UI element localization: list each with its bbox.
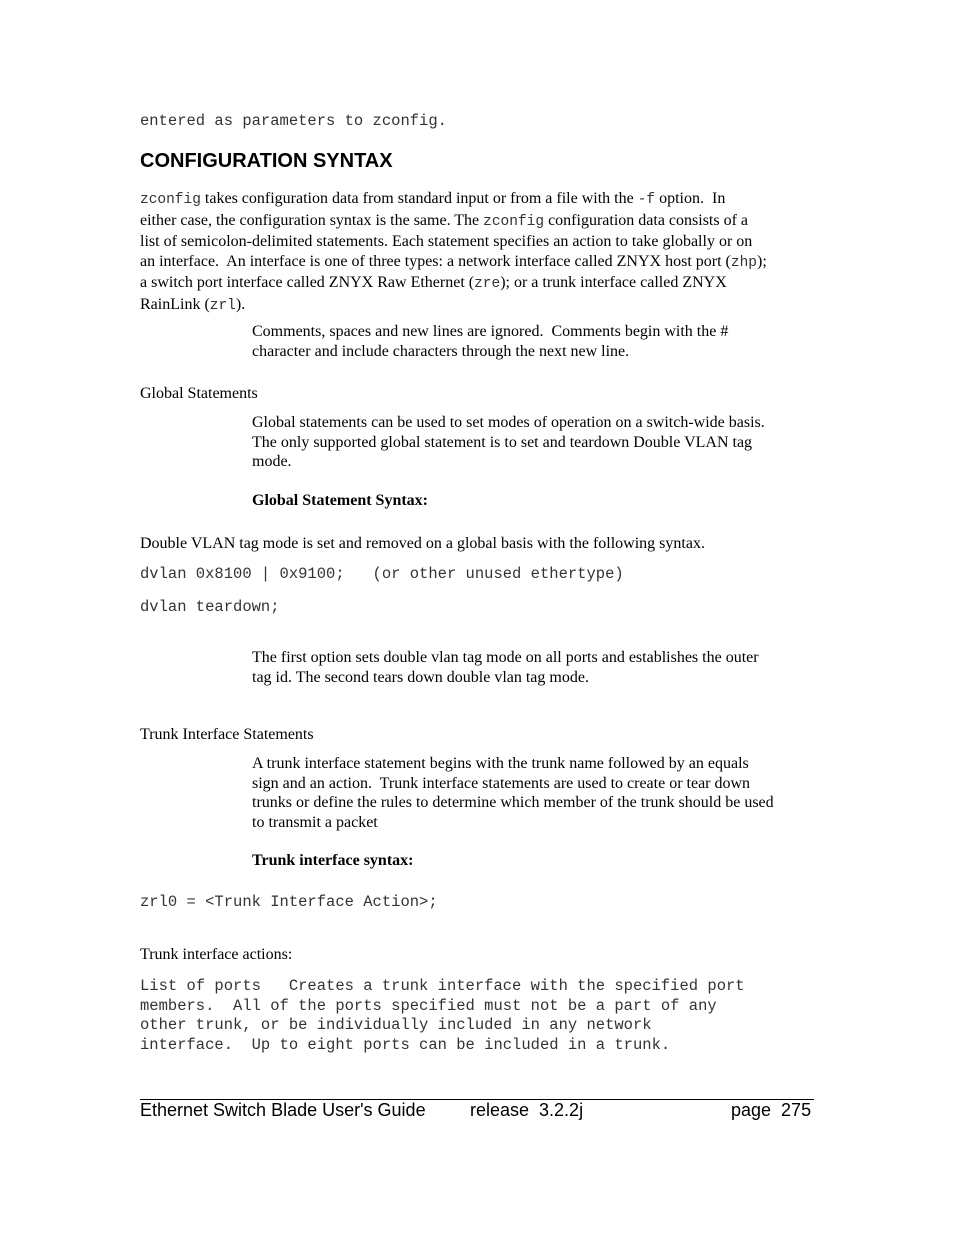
trunk-actions-label: Trunk interface actions: xyxy=(140,946,293,963)
paragraph-text: an interface. An interface is one of three types: a network interface called ZNYX host port ( xyxy=(140,252,731,270)
paragraph-line: Global statements can be used to set modes of operation on a switch-wide basis. xyxy=(252,414,765,431)
global-statements-heading: Global Statements xyxy=(140,385,258,402)
global-syntax-label: Global Statement Syntax: xyxy=(252,492,428,509)
paragraph-text: a switch port interface called ZNYX Raw Ethernet ( xyxy=(140,274,475,291)
inline-code: zconfig xyxy=(483,213,545,230)
trunk-paragraph xyxy=(252,754,774,832)
dvlan-code-line: dvlan 0x8100 | 0x9100; (or other unused ethertype) xyxy=(140,565,624,583)
paragraph-text: RainLink ( xyxy=(140,295,210,313)
section-heading: CONFIGURATION SYNTAX xyxy=(140,150,393,172)
inline-code: -f xyxy=(637,192,656,208)
paragraph-line: trunks or define the rules to determine which member of the trunk should be used xyxy=(252,794,774,811)
paragraph-text: list of semicolon-delimited statements. Each statement specifies an action to take globally or on xyxy=(140,233,753,250)
paragraph-line: mode. xyxy=(252,453,292,470)
inline-code: zre xyxy=(474,276,501,292)
dvlan-code-line: dvlan teardown; xyxy=(140,598,280,616)
trunk-syntax-label: Trunk interface syntax: xyxy=(252,852,414,869)
footer-release: release 3.2.2j xyxy=(470,1100,584,1120)
paragraph-line: character and include characters through the next new line. xyxy=(252,342,630,360)
paragraph-text: either case, the configuration syntax is the same. The xyxy=(140,211,484,229)
trunk-code-line: zrl0 = <Trunk Interface Action>; xyxy=(140,893,438,911)
global-paragraph xyxy=(252,413,765,472)
footer-title: Ethernet Switch Blade User's Guide xyxy=(140,1100,426,1120)
code-line: members. All of the ports specified must not be a part of any xyxy=(140,996,717,1015)
paragraph-line: A trunk interface statement begins with the trunk name followed by an equals xyxy=(252,755,749,772)
paragraph-line: The first option sets double vlan tag mode on all ports and establishes the outer xyxy=(252,649,759,666)
paragraph-line: Comments, spaces and new lines are ignored. Comments begin with the # xyxy=(252,323,729,340)
paragraph-text: ); or a trunk interface called ZNYX xyxy=(500,274,727,291)
dvlan-paragraph xyxy=(252,648,759,687)
paragraph-line: tag id. The second tears down double vlan tag mode. xyxy=(252,668,589,686)
intro-code-line: entered as parameters to zconfig. xyxy=(140,112,447,130)
paragraph-text: ). xyxy=(235,295,246,313)
intro-paragraph xyxy=(140,189,820,316)
paragraph-line: The only supported global statement is to set and teardown Double VLAN tag xyxy=(252,433,753,451)
paragraph-text: configuration data consists of a xyxy=(544,211,749,229)
trunk-statements-heading: Trunk Interface Statements xyxy=(140,726,314,743)
comments-paragraph xyxy=(252,322,728,361)
dvlan-intro: Double VLAN tag mode is set and removed on a global basis with the following syntax. xyxy=(140,535,705,552)
paragraph-text: ); xyxy=(756,252,767,270)
code-line: List of ports Creates a trunk interface with the specified port xyxy=(140,977,745,995)
trunk-actions-code xyxy=(140,977,745,1055)
code-line: interface. Up to eight ports can be included in a trunk. xyxy=(140,1035,671,1054)
footer-page-number: page 275 xyxy=(731,1100,812,1120)
paragraph-line: sign and an action. Trunk interface statements are used to create or tear down xyxy=(252,774,751,792)
paragraph-text: option. In xyxy=(655,190,726,207)
inline-code: zrl xyxy=(209,297,236,314)
code-line: other trunk, or be individually included in any network xyxy=(140,1016,652,1034)
inline-code: zconfig xyxy=(140,192,201,208)
inline-code: zhp xyxy=(730,254,757,271)
paragraph-text: takes configuration data from standard input or from a file with the xyxy=(200,190,638,207)
paragraph-line: to transmit a packet xyxy=(252,813,378,831)
